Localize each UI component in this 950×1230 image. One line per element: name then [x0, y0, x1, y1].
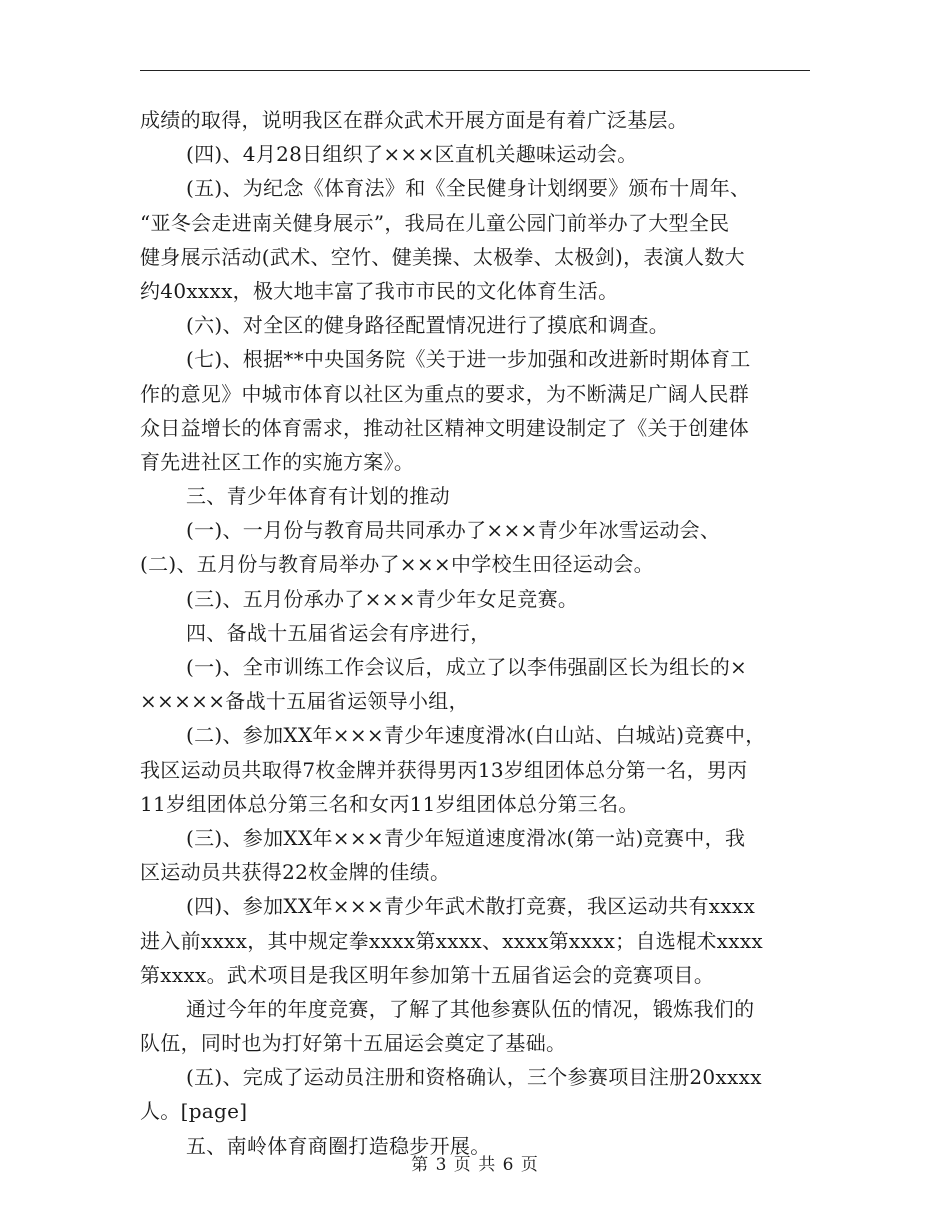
text-line: 区运动员共获得22枚金牌的佳绩。 [140, 860, 451, 885]
text-line: (三)、参加XX年×××青少年短道速度滑冰(第一站)竞赛中，我 [186, 825, 746, 850]
text-line: 11岁组团体总分第三名和女丙11岁组团体总分第三名。 [140, 791, 639, 816]
text-line: (七)、根据**中央国务院《关于进一步加强和改进新时期体育工 [186, 347, 751, 372]
text-line: 约40xxxx，极大地丰富了我市市民的文化体育生活。 [140, 278, 619, 303]
header-rule [140, 70, 810, 71]
text-line: “亚冬会走进南关健身展示”，我局在儿童公园门前举办了大型全民 [140, 210, 730, 235]
text-line: (六)、对全区的健身路径配置情况进行了摸底和调查。 [186, 313, 670, 338]
text-line: 通过今年的年度竞赛，了解了其他参赛队伍的情况，锻炼我们的 [186, 996, 755, 1021]
text-line: 健身展示活动(武术、空竹、健美操、太极拳、太极剑)，表演人数大 [140, 244, 745, 269]
text-line: (四)、参加XX年×××青少年武术散打竞赛，我区运动共有xxxx [186, 894, 756, 919]
text-line: 我区运动员共取得7枚金牌并获得男丙13岁组团体总分第一名，男丙 [140, 757, 748, 782]
text-line: 第xxxx。武术项目是我区明年参加第十五届省运会的竞赛项目。 [140, 962, 715, 987]
page-footer: 第 3 页 共 6 页 [411, 1155, 539, 1175]
text-line: (一)、一月份与教育局共同承办了×××青少年冰雪运动会、 [186, 518, 721, 543]
text-line: 四、备战十五届省运会有序进行， [186, 620, 491, 645]
text-line: (二)、五月份与教育局举办了×××中学校生田径运动会。 [140, 552, 654, 577]
text-line: 队伍，同时也为打好第十五届运会奠定了基础。 [140, 1031, 567, 1056]
text-line: 进入前xxxx，其中规定拳xxxx第xxxx、xxxx第xxxx；自选棍术xxxx [140, 928, 764, 953]
text-line: (五)、为纪念《体育法》和《全民健身计划纲要》颁布十周年、 [186, 176, 751, 201]
text-line: 五、南岭体育商圈打造稳步开展。 [186, 1133, 491, 1158]
text-line: (三)、五月份承办了×××青少年女足竞赛。 [186, 586, 579, 611]
text-line: (五)、完成了运动员注册和资格确认，三个参赛项目注册20xxxx [186, 1065, 762, 1090]
text-line: (四)、4月28日组织了×××区直机关趣味运动会。 [186, 142, 638, 167]
text-line: (二)、参加XX年×××青少年速度滑冰(白山站、白城站)竞赛中， [186, 723, 766, 748]
text-line: 众日益增长的体育需求，推动社区精神文明建设制定了《关于创建体 [140, 415, 749, 440]
text-line: (一)、全市训练工作会议后，成立了以李伟强副区长为组长的× [186, 655, 748, 679]
text-line: ×××××备战十五届省运领导小组， [140, 689, 469, 714]
text-line: 作的意见》中城市体育以社区为重点的要求，为不断满足广阔人民群 [140, 381, 749, 406]
text-line: 三、青少年体育有计划的推动 [186, 484, 450, 509]
text-line: 育先进社区工作的实施方案》。 [140, 449, 415, 474]
text-line: 成绩的取得，说明我区在群众武术开展方面是有着广泛基层。 [140, 108, 689, 132]
document-body [140, 103, 812, 1163]
text-line: 人。[page] [140, 1099, 248, 1124]
